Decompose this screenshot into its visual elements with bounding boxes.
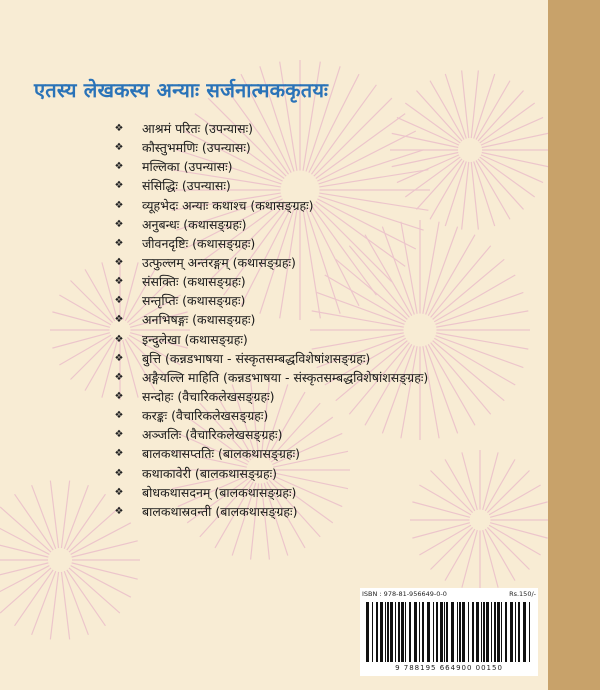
book-title: संसिद्धिः (उपन्यासः) bbox=[142, 178, 231, 194]
book-title: कौस्तुभमणिः (उपन्यासः) bbox=[142, 140, 251, 156]
book-title: बालकथासप्ततिः (बालकथासङ्ग्रहः) bbox=[142, 446, 301, 462]
book-title: व्यूहभेदः अन्याः कथाश्च (कथासङ्ग्रहः) bbox=[142, 197, 314, 213]
barcode-digits: 9 788195 664900 00150 bbox=[395, 664, 503, 672]
book-title: सन्तृप्तिः (कथासङ्ग्रहः) bbox=[142, 293, 246, 309]
book-list-item bbox=[112, 196, 532, 215]
isbn-label: ISBN : 978-81-956649-0-0 bbox=[362, 590, 447, 598]
diamond-bullet-icon: ❖ bbox=[114, 314, 124, 326]
book-title: आश्रमं परितः (उपन्यासः) bbox=[142, 121, 254, 137]
book-title: करङ्कः (वैचारिकलेखसङ्ग्रहः) bbox=[142, 408, 269, 424]
book-list-item bbox=[112, 387, 532, 406]
book-list-item bbox=[112, 349, 532, 368]
book-title: कथाकावेरी (बालकथासङ्ग्रहः) bbox=[142, 465, 277, 481]
book-title: अञ्जलिः (वैचारिकलेखसङ्ग्रहः) bbox=[142, 427, 283, 443]
diamond-bullet-icon: ❖ bbox=[114, 218, 124, 230]
diamond-bullet-icon: ❖ bbox=[114, 371, 124, 383]
book-list-item bbox=[112, 502, 532, 521]
diamond-bullet-icon: ❖ bbox=[114, 467, 124, 479]
barcode-icon bbox=[364, 602, 534, 664]
book-list bbox=[112, 119, 532, 521]
price-label: Rs.150/- bbox=[509, 590, 536, 598]
diamond-bullet-icon: ❖ bbox=[114, 429, 124, 441]
book-title: बोधकथासदनम् (बालकथासङ्ग्रहः) bbox=[142, 484, 297, 500]
diamond-bullet-icon: ❖ bbox=[114, 352, 124, 364]
book-list-item bbox=[112, 291, 532, 310]
page-title: एतस्य लेखकस्य अन्याः सर्जनात्मककृतयः bbox=[34, 78, 329, 102]
diamond-bullet-icon: ❖ bbox=[114, 161, 124, 173]
book-list-item bbox=[112, 464, 532, 483]
book-list-item bbox=[112, 310, 532, 329]
diamond-bullet-icon: ❖ bbox=[114, 276, 124, 288]
spine-strip bbox=[548, 0, 600, 690]
diamond-bullet-icon: ❖ bbox=[114, 180, 124, 192]
book-list-item bbox=[112, 330, 532, 349]
book-title: बुत्ति (कन्नडभाषया - संस्कृतसम्बद्धविशेषांशसङ्ग्रहः) bbox=[142, 350, 371, 366]
book-list-item bbox=[112, 444, 532, 463]
diamond-bullet-icon: ❖ bbox=[114, 257, 124, 269]
book-title: उत्फुल्लम् अन्तरङ्गम् (कथासङ्ग्रहः) bbox=[142, 255, 296, 271]
diamond-bullet-icon: ❖ bbox=[114, 295, 124, 307]
book-list-item bbox=[112, 176, 532, 195]
book-list-item bbox=[112, 234, 532, 253]
diamond-bullet-icon: ❖ bbox=[114, 199, 124, 211]
book-title: मल्लिका (उपन्यासः) bbox=[142, 159, 233, 175]
book-list-item bbox=[112, 425, 532, 444]
book-list-item bbox=[112, 272, 532, 291]
book-list-item bbox=[112, 253, 532, 272]
book-list-item bbox=[112, 119, 532, 138]
book-list-item bbox=[112, 483, 532, 502]
diamond-bullet-icon: ❖ bbox=[114, 142, 124, 154]
book-list-item bbox=[112, 406, 532, 425]
diamond-bullet-icon: ❖ bbox=[114, 410, 124, 422]
book-title: अङ्गैयल्लि माहिति (कन्नडभाषया - संस्कृतसम्बद्धविशेषांशसङ्ग्रहः) bbox=[142, 369, 429, 385]
diamond-bullet-icon: ❖ bbox=[114, 448, 124, 460]
diamond-bullet-icon: ❖ bbox=[114, 237, 124, 249]
book-title: अनुबन्धः (कथासङ्ग्रहः) bbox=[142, 216, 247, 232]
book-title: संसक्तिः (कथासङ्ग्रहः) bbox=[142, 274, 246, 290]
diamond-bullet-icon: ❖ bbox=[114, 391, 124, 403]
book-title: जीवनदृष्टिः (कथासङ्ग्रहः) bbox=[142, 235, 256, 251]
book-list-item bbox=[112, 368, 532, 387]
book-list-item bbox=[112, 215, 532, 234]
book-title: बालकथास्रवन्ती (बालकथासङ्ग्रहः) bbox=[142, 503, 298, 519]
barcode-block bbox=[360, 588, 538, 676]
book-list-item bbox=[112, 138, 532, 157]
diamond-bullet-icon: ❖ bbox=[114, 123, 124, 135]
book-title: अनभिषङ्गः (कथासङ्ग्रहः) bbox=[142, 312, 256, 328]
book-title: सन्दोहः (वैचारिकलेखसङ्ग्रहः) bbox=[142, 389, 275, 405]
book-title: इन्दुलेखा (कथासङ्ग्रहः) bbox=[142, 331, 248, 347]
book-list-item bbox=[112, 157, 532, 176]
diamond-bullet-icon: ❖ bbox=[114, 486, 124, 498]
diamond-bullet-icon: ❖ bbox=[114, 333, 124, 345]
diamond-bullet-icon: ❖ bbox=[114, 505, 124, 517]
